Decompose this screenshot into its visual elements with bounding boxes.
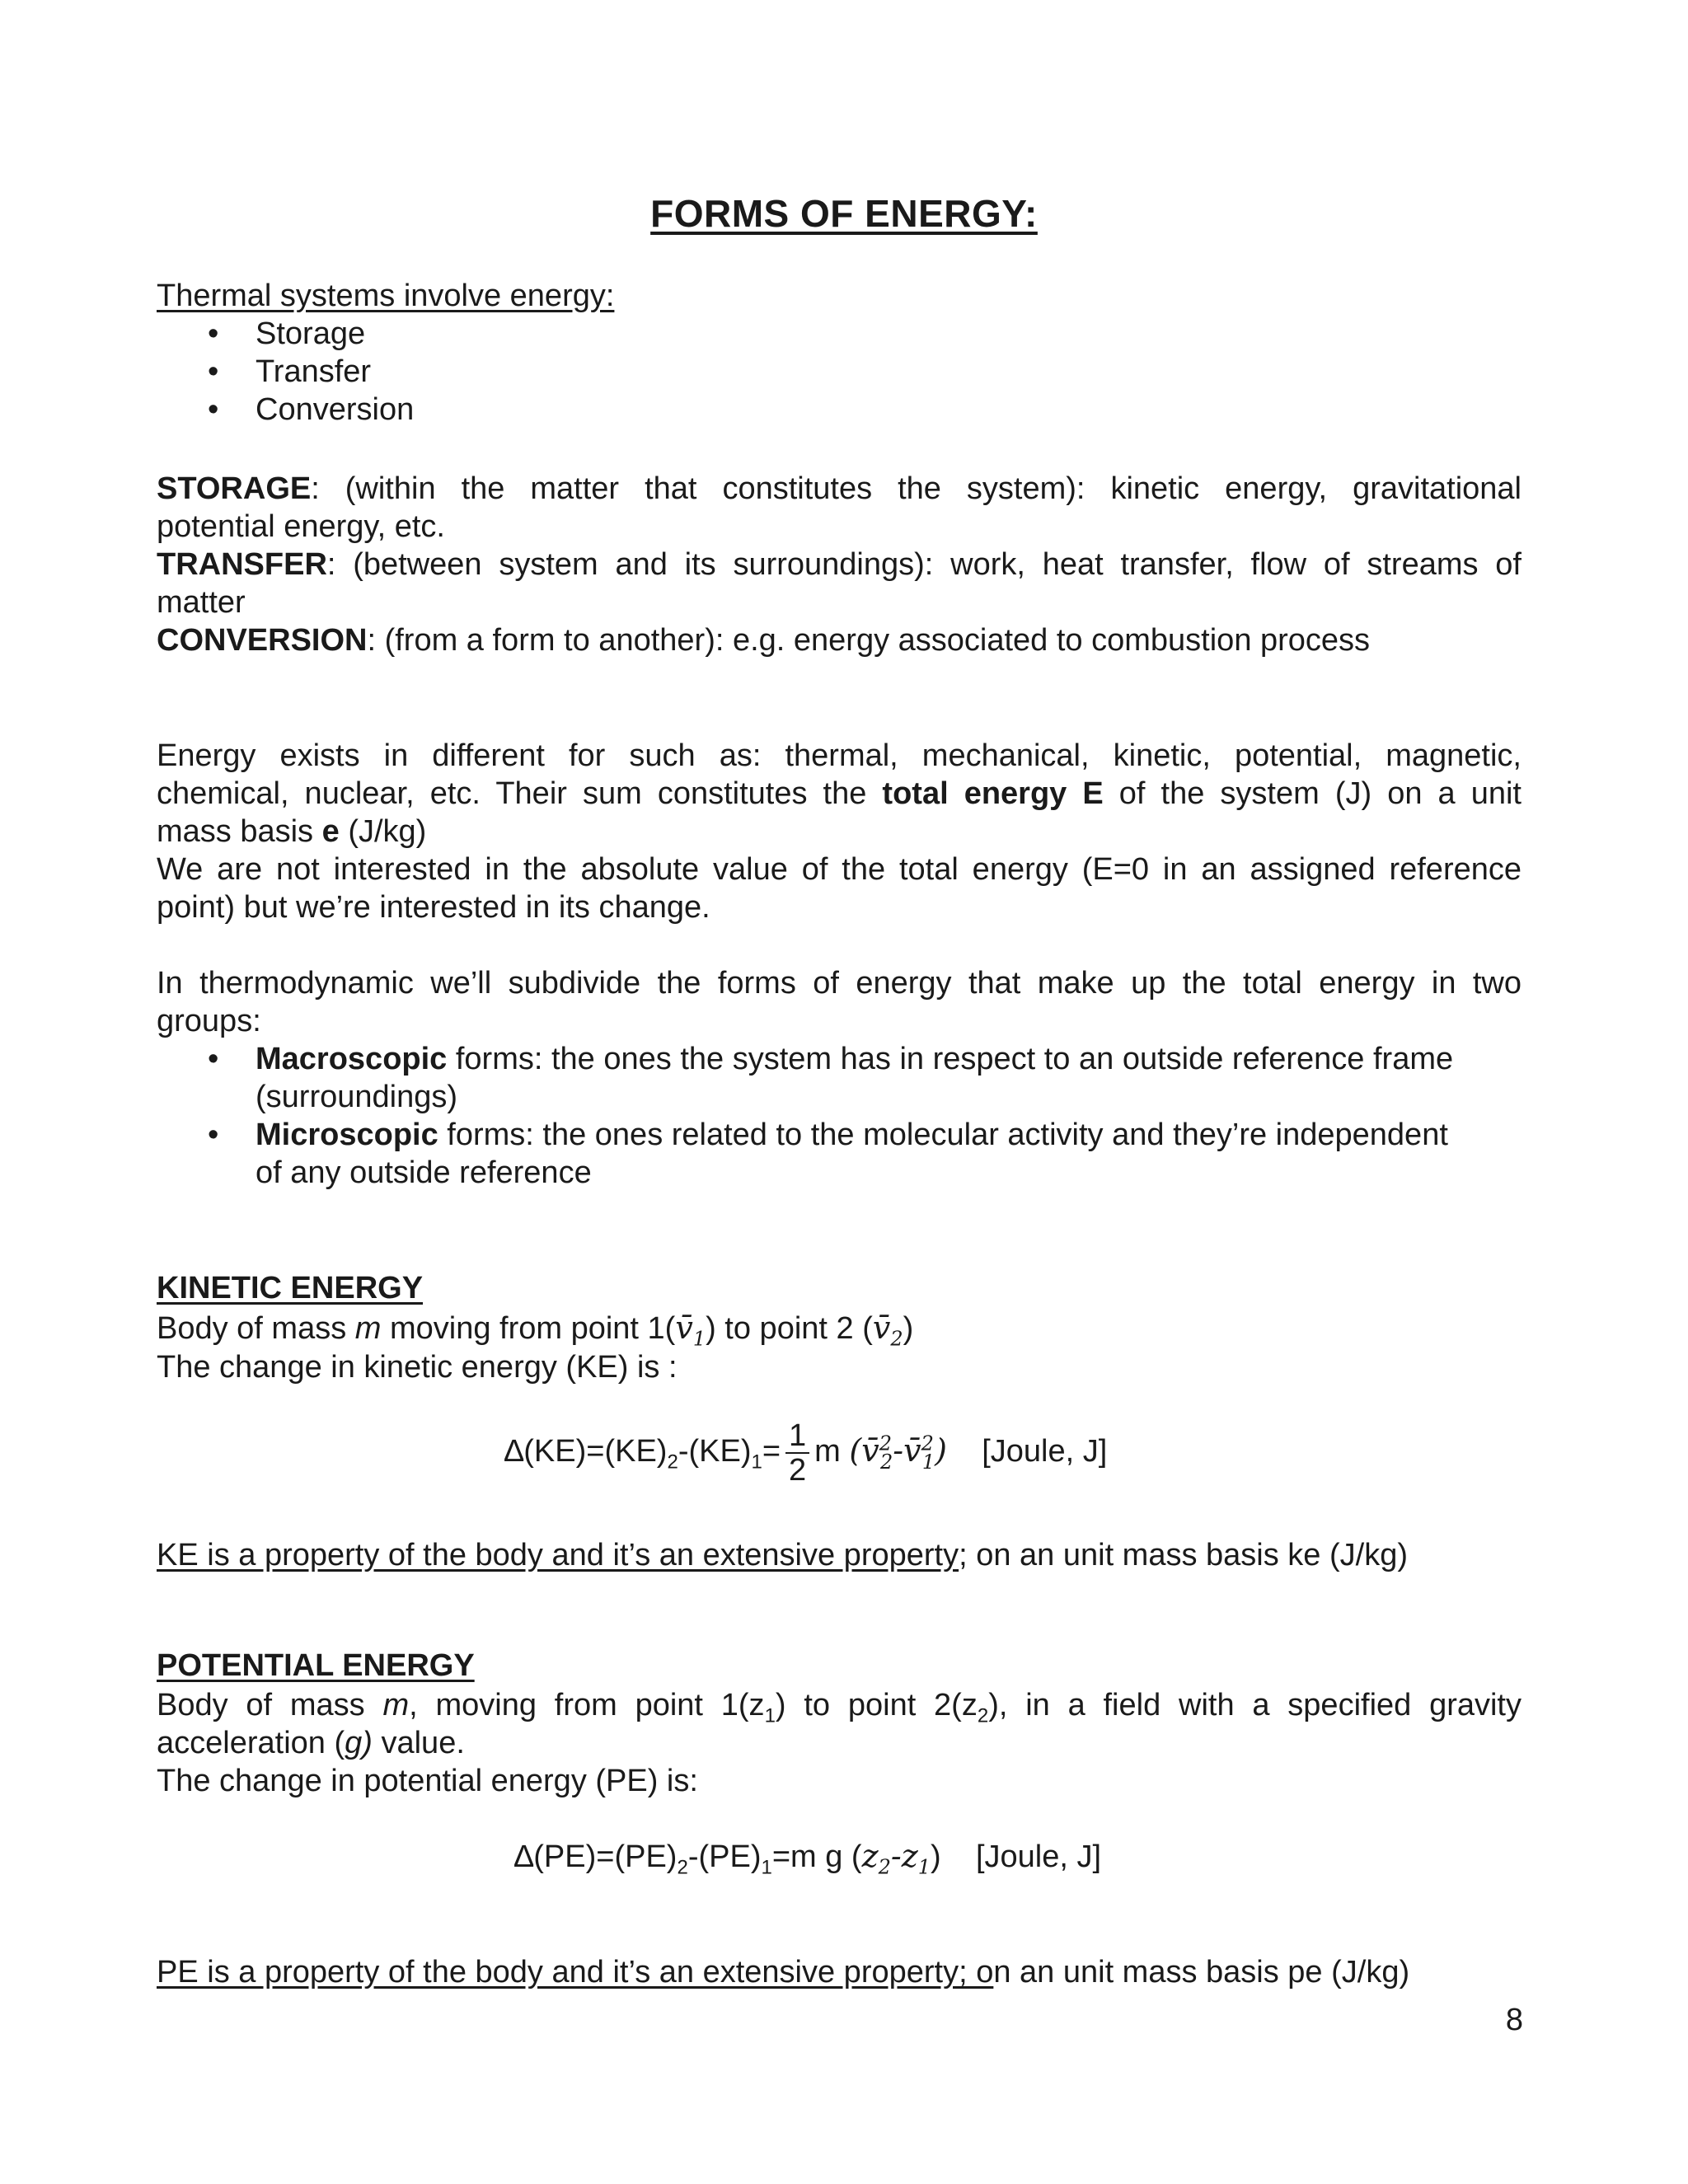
storage-label: STORAGE <box>157 471 312 506</box>
potential-energy-equation: $\Delta(PE)=(PE)_2-(PE)_1=m$ g $(z_2-z_1)$ [Joule, J] <box>514 1838 1102 1879</box>
energy-forms-line-3: mass basis e (J/kg) <box>157 814 427 849</box>
list-item: • Macroscopic forms: the ones the system has in respect to an outside reference frame (surroundings) <box>208 1042 1454 1114</box>
bullet-icon: • <box>208 1118 219 1152</box>
groups-line-1: In thermodynamic we’ll subdivide the forms of energy that make up the total energy in two <box>157 966 1522 1001</box>
intro-heading: Thermal systems involve energy: <box>157 279 615 313</box>
page-number: 8 <box>1505 2003 1523 2037</box>
transfer-definition-cont: matter <box>157 585 246 620</box>
kinetic-energy-equation: $\Delta(KE)=(KE)_2-(KE)_1=$ $\frac{1}{2}$ m (v̄$^2_2$-v̄$^2_1$) [Joule, J] <box>504 1418 1108 1488</box>
kinetic-line-1: Body of mass m moving from point $1(v̄_1)$ to point 2 $(v̄_2)$ <box>157 1310 914 1351</box>
storage-definition: STORAGE: (within the matter that constitutes the system): kinetic energy, gravitational <box>157 471 1522 506</box>
potential-note: PE is a property of the body and it’s an extensive property; on an unit mass basis pe (J/kg) <box>157 1955 1410 1990</box>
page-title: FORMS OF ENERGY: <box>650 192 1038 235</box>
conversion-label: CONVERSION <box>157 623 368 658</box>
potential-line-3: The change in potential energy (PE) is: <box>157 1764 698 1798</box>
list-item: • Storage <box>208 316 366 351</box>
energy-forms-line-2: chemical, nuclear, etc. Their sum constitutes the total energy E of the system (J) on a unit <box>157 776 1522 811</box>
bullet-icon: • <box>208 392 219 427</box>
bullet-icon: • <box>208 316 219 351</box>
storage-definition-cont: potential energy, etc. <box>157 509 445 544</box>
energy-forms-line-5: point) but we’re interested in its change. <box>157 890 710 925</box>
potential-line-2: acceleration (g) value. <box>157 1726 465 1760</box>
list-item: • Conversion <box>208 392 415 427</box>
potential-line-1: Body of mass m, moving from point $1(z_1)$ to point $2(z_2)$, in a field with a specified gravity <box>157 1688 1522 1727</box>
transfer-label: TRANSFER <box>157 547 327 582</box>
bullet-icon: • <box>208 354 219 389</box>
bullet-icon: • <box>208 1042 219 1076</box>
groups-line-2: groups: <box>157 1004 261 1038</box>
list-item: • Microscopic forms: the ones related to the molecular activity and they’re independent of any outside reference <box>208 1118 1448 1190</box>
potential-energy-heading: POTENTIAL ENERGY <box>157 1648 475 1683</box>
energy-forms-line-1: Energy exists in different for such as: thermal, mechanical, kinetic, potential, magnetic, <box>157 738 1522 773</box>
transfer-definition: TRANSFER: (between system and its surroundings): work, heat transfer, flow of streams of <box>157 547 1522 582</box>
conversion-definition: CONVERSION: (from a form to another): e.g. energy associated to combustion process <box>157 623 1371 658</box>
energy-forms-line-4: We are not interested in the absolute value of the total energy (E=0 in an assigned reference <box>157 852 1522 887</box>
kinetic-note: KE is a property of the body and it’s an extensive property; on an unit mass basis ke (J/kg) <box>157 1538 1408 1572</box>
fraction: $\frac{1}{2}$ <box>785 1419 809 1487</box>
list-item: • Transfer <box>208 354 372 389</box>
groups-bullet-list <box>157 1040 1522 1192</box>
kinetic-line-2: The change in kinetic energy (KE) is : <box>157 1350 678 1385</box>
intro-bullet-list <box>157 315 1522 429</box>
kinetic-energy-heading: KINETIC ENERGY <box>157 1271 424 1305</box>
